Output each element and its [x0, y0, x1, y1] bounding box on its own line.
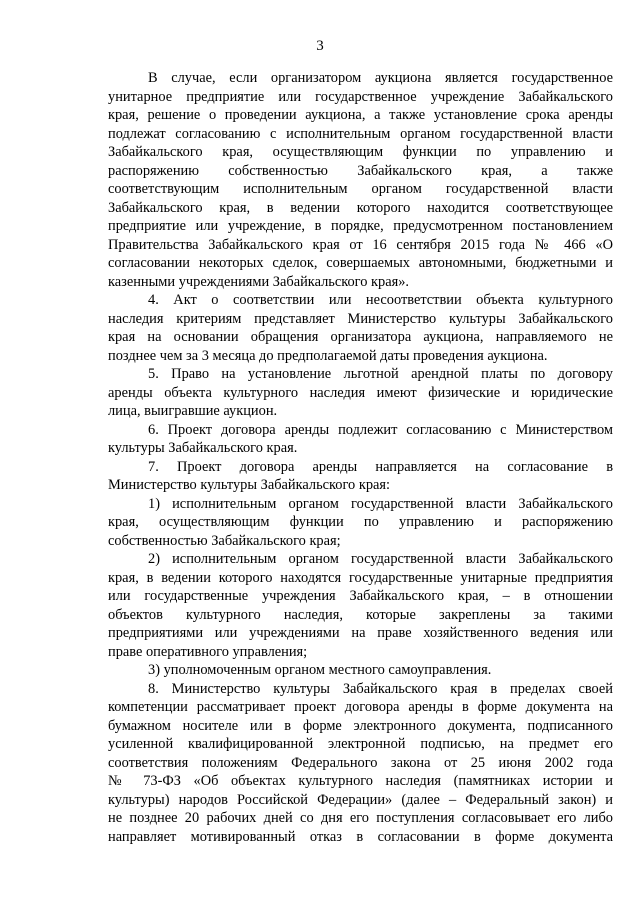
- text-line: 2) исполнительным органом государственной власти Забайкальского: [148, 551, 613, 567]
- text-line: Забайкальского края, в ведении которого находится соответствующее: [108, 199, 613, 216]
- paragraph: [108, 291, 613, 365]
- text-line: края, решение о проведении аукциона, а также установление срока аренды: [108, 107, 613, 123]
- text-line: соответствующим исполнительным органом государственной власти: [108, 181, 613, 197]
- paragraph: [108, 661, 613, 680]
- text-line: подлежат согласованию с исполнительным органом государственной власти: [108, 125, 613, 142]
- text-line: наследия критериям представляет Министерство культуры Забайкальского: [108, 310, 613, 327]
- text-line: предприятие или учреждение, в порядке, предусмотренном постановлением: [108, 218, 613, 234]
- text-line: объектов культурного наследия, которые закреплены за такими: [108, 606, 613, 623]
- paragraph: [108, 365, 613, 421]
- text-line: 5. Право на установление льготной арендной платы по договору: [148, 366, 613, 382]
- text-line: аренды объекта культурного наследия имеют физические и юридические: [108, 384, 613, 401]
- text-line: бумажном носителе или в форме электронного документа, подписанного: [108, 717, 613, 734]
- text-line: культуры) народов Российской Федерации» (далее – Федеральный закон) и: [108, 791, 613, 808]
- text-line: 7. Проект договора аренды направляется на согласование в: [148, 458, 613, 475]
- text-line: позднее чем за 3 месяца до предполагаемой даты проведения аукциона.: [108, 347, 548, 364]
- page-number: 3: [316, 38, 324, 54]
- text-line: В случае, если организатором аукциона является государственное: [148, 70, 613, 86]
- text-line: казенными учреждениями Забайкальского края».: [108, 273, 410, 290]
- paragraph: [108, 421, 613, 458]
- text-line: или государственные учреждения Забайкальского края, – в отношении: [108, 588, 613, 604]
- text-line: 8. Министерство культуры Забайкальского края в пределах своей: [148, 680, 613, 697]
- text-line: Правительства Забайкальского края от 16 сентября 2015 года № 466 «О: [108, 236, 613, 253]
- text-line: усиленной квалифицированной электронной подписью, на предмет его: [108, 736, 613, 752]
- text-line: края, в ведении которого находятся государственные унитарные предприятия: [108, 569, 613, 586]
- text-line: компетенции рассматривает проект договора аренды в форме документа на: [108, 699, 613, 715]
- paragraph: [108, 495, 613, 551]
- text-line: 4. Акт о соответствии или несоответствии объекта культурного: [148, 292, 613, 308]
- text-line: 3) уполномоченным органом местного самоуправления.: [148, 662, 492, 678]
- text-line: соответствия положениям Федерального закона от 25 июня 2002 года: [108, 754, 613, 771]
- text-line: № 73-ФЗ «Об объектах культурного наследия (памятниках истории и: [108, 773, 613, 789]
- text-line: направляет мотивированный отказ в согласовании в форме документа: [108, 828, 613, 845]
- text-line: предприятиями или учреждениями на праве хозяйственного ведения или: [108, 625, 613, 641]
- document-body: [108, 69, 613, 846]
- paragraph: [108, 69, 613, 291]
- paragraph: [108, 680, 613, 847]
- text-line: 6. Проект договора аренды подлежит согласованию с Министерством: [148, 421, 613, 438]
- text-line: собственностью Забайкальского края;: [108, 532, 341, 549]
- text-line: не позднее 20 рабочих дней со дня его поступления согласовывает его либо: [108, 810, 613, 826]
- paragraph: [108, 458, 613, 495]
- text-line: Министерство культуры Забайкальского края:: [108, 477, 391, 493]
- text-line: 1) исполнительным органом государственной власти Забайкальского: [148, 495, 613, 512]
- paragraph: [108, 550, 613, 661]
- text-line: культуры Забайкальского края.: [108, 440, 298, 456]
- text-line: лица, выигравшие аукцион.: [108, 403, 278, 419]
- text-line: распоряжению собственностью Забайкальского края, а также: [108, 162, 613, 179]
- text-line: Забайкальского края, осуществляющим функции по управлению и: [108, 144, 613, 160]
- text-line: согласовании некоторых сделок, совершаемых автономными, бюджетными и: [108, 255, 613, 271]
- text-line: края, осуществляющим функции по управлению и распоряжению: [108, 514, 613, 530]
- text-line: праве оперативного управления;: [108, 643, 308, 660]
- text-line: унитарное предприятие или государственное учреждение Забайкальского: [108, 88, 613, 105]
- text-line: края на основании обращения организатора аукциона, направляемого не: [108, 329, 613, 345]
